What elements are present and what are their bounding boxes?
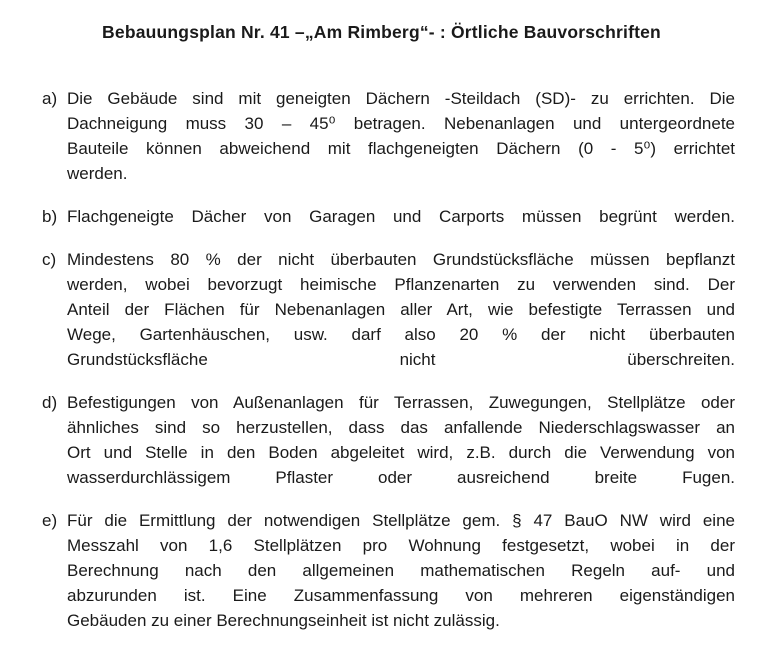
provision-text: [67, 247, 735, 372]
provision-item-d: [42, 390, 735, 490]
text-line: Anteil der Flächen für Nebenanlagen aller Art, wie befestigte Terrassen und: [67, 300, 735, 319]
text-line: werden, wobei bevorzugt heimische Pflanzenarten zu verwenden sind. Der: [67, 275, 735, 294]
provision-item-b: [42, 204, 735, 229]
text-line: Gebäuden zu einer Berechnungseinheit ist nicht zulässig.: [67, 611, 500, 630]
provision-text: [67, 86, 735, 186]
text-line: Dachneigung muss 30 – 45⁰ betragen. Nebenanlagen und untergeordnete: [67, 114, 735, 133]
text-line: Messzahl von 1,6 Stellplätzen pro Wohnung festgesetzt, wobei in der: [67, 536, 735, 555]
text-line: Grundstücksfläche nicht überschreiten.: [67, 350, 735, 369]
text-line: Flachgeneigte Dächer von Garagen und Carports müssen begrünt werden.: [67, 207, 735, 226]
text-line: Befestigungen von Außenanlagen für Terrassen, Zuwegungen, Stellplätze oder: [67, 393, 735, 412]
text-line: Bauteile können abweichend mit flachgeneigten Dächern (0 - 5⁰) errichtet: [67, 139, 735, 158]
text-line: Für die Ermittlung der notwendigen Stellplätze gem. § 47 BauO NW wird eine: [67, 511, 735, 530]
text-line: werden.: [67, 164, 128, 183]
provision-item-c: [42, 247, 735, 372]
provision-text: [67, 204, 735, 229]
provision-text: [67, 508, 735, 633]
provision-text: [67, 390, 735, 490]
provision-label: e): [42, 511, 58, 530]
provisions-list: [42, 86, 735, 633]
text-line: Berechnung nach den allgemeinen mathematischen Regeln auf- und: [67, 561, 735, 580]
text-line: Wege, Gartenhäuschen, usw. darf also 20 % der nicht überbauten: [67, 325, 735, 344]
text-line: Ort und Stelle in den Boden abgeleitet wird, z.B. durch die Verwendung von: [67, 443, 735, 462]
provision-label: d): [42, 393, 58, 412]
provision-item-a: [42, 86, 735, 186]
page-title: Bebauungsplan Nr. 41 –„Am Rimberg“- : Örtliche Bauvorschriften: [102, 22, 661, 42]
text-line: abzurunden ist. Eine Zusammenfassung von mehreren eigenständigen: [67, 586, 735, 605]
provision-label: a): [42, 89, 58, 108]
text-line: wasserdurchlässigem Pflaster oder ausreichend breite Fugen.: [67, 468, 735, 487]
provision-item-e: [42, 508, 735, 633]
text-line: ähnliches sind so herzustellen, dass das anfallende Niederschlagswasser an: [67, 418, 735, 437]
provision-label: b): [42, 207, 58, 226]
text-line: Mindestens 80 % der nicht überbauten Grundstücksfläche müssen bepflanzt: [67, 250, 735, 269]
provision-label: c): [42, 250, 57, 269]
text-line: Die Gebäude sind mit geneigten Dächern -Steildach (SD)- zu errichten. Die: [67, 89, 735, 108]
